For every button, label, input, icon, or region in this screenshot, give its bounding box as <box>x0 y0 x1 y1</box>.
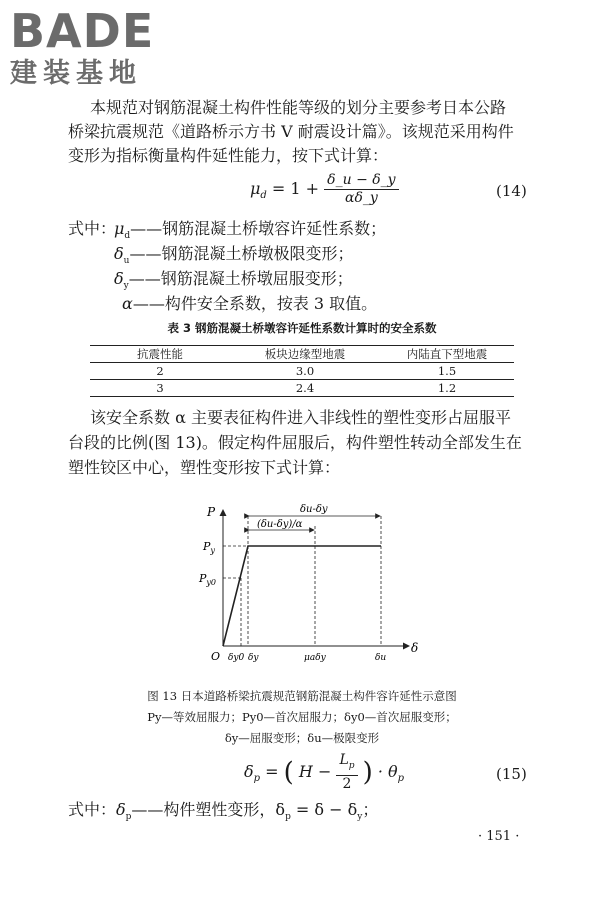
def-text: ——构件安全系数，按表 3 取值。 <box>132 294 378 313</box>
table-cell: 2.4 <box>295 381 315 395</box>
paragraph2-line1: 该安全系数 α 主要表征构件进入非线性的塑性变形占屈服平 <box>90 408 511 427</box>
table-header-cell: 内陆直下型地震 <box>406 347 488 361</box>
def15-symbol: δ <box>116 800 126 819</box>
table-cell: 2 <box>156 364 164 378</box>
force-deformation-curve <box>223 546 381 646</box>
definition-alpha <box>122 292 377 316</box>
eq14-denominator: αδ_y <box>344 190 378 206</box>
paragraph1-line1: 本规范对钢筋混凝土构件性能等级的划分主要参考日本公路 <box>90 98 507 117</box>
def-symbol: α <box>122 294 133 313</box>
def-sub: u <box>123 256 130 267</box>
table-cell: 3.0 <box>295 364 315 378</box>
def-text: ——钢筋混凝土桥墩屈服变形； <box>128 269 353 288</box>
def15-text-sub: p <box>285 812 291 823</box>
figure13-caption: 图 13 日本道路桥梁抗震规范钢筋混凝土构件容许延性示意图 <box>147 689 457 703</box>
tick-dy: δy <box>248 653 259 663</box>
logo <box>10 6 154 90</box>
table-cell: 1.5 <box>437 364 457 378</box>
logo-wordmark: BADE <box>10 4 155 58</box>
eq15-number: (15) <box>496 765 527 783</box>
def15-sub: p <box>125 812 132 823</box>
table-header-row <box>90 346 514 363</box>
def15-prefix: 式中： <box>68 800 117 819</box>
table3 <box>90 345 514 397</box>
def15-text2: = δ − δ <box>290 800 358 819</box>
eq14-rhs-prefix: = 1 + <box>271 179 320 198</box>
table-cell: 3 <box>156 381 164 395</box>
paragraph1-line2: 桥梁抗震规范《道路桥示方书 V 耐震设计篇》。该规范采用构件 <box>68 122 514 141</box>
definition-delta-p <box>68 798 378 829</box>
def-sub: y <box>123 281 129 292</box>
figure13-legend-line1: Py—等效屈服力；Py0—首次屈服力；δy0—首次屈服变形； <box>147 710 457 724</box>
def15-text: ——构件塑性变形，δ <box>131 800 286 819</box>
def-symbol: μ <box>114 219 125 238</box>
eq15-lhs-sub: p <box>253 773 261 785</box>
tick-dy0: δy0 <box>228 653 245 663</box>
def-text: ——钢筋混凝土桥墩极限变形； <box>129 244 354 263</box>
eq15-numerator: $L_p$ <box>336 752 357 776</box>
eq15-denominator: 2 <box>342 775 352 792</box>
def-symbol: δ <box>114 269 124 288</box>
figure13-legend-line2: δy—屈服变形；δu—极限变形 <box>224 731 380 745</box>
axis-label-p: P <box>207 505 216 519</box>
eq14-lhs-sub: d <box>260 190 267 202</box>
table-header-cell: 抗震性能 <box>137 347 183 361</box>
table-cell: 1.2 <box>437 381 457 395</box>
origin-label: O <box>211 650 221 663</box>
eq15-open-paren: ( <box>283 757 294 788</box>
py0-label: $P_{y0}$ <box>199 572 217 587</box>
table-row <box>90 380 514 397</box>
paragraph2-line2: 台段的比例(图 13)。假定构件屈服后，构件塑性转动全部发生在 <box>68 433 522 452</box>
eq14-number: (14) <box>496 182 527 200</box>
table3-title: 表 3 钢筋混凝土桥墩容许延性系数计算时的安全系数 <box>167 321 437 335</box>
eq15-H: H <box>298 761 313 781</box>
definitions-prefix: 式中： <box>68 219 117 238</box>
eq14-lhs: μ <box>250 179 261 198</box>
logo-subtitle: 建装基地 <box>10 58 142 89</box>
top-dimension-label: δu-δy <box>300 504 328 515</box>
def15-text2-sub: y <box>357 812 363 823</box>
eq15-times-theta: · θ <box>377 761 398 781</box>
paragraph1-line3: 变形为指标衡量构件延性能力，按下式计算： <box>68 146 389 165</box>
def15-text-end: ； <box>362 800 379 819</box>
equation-14 <box>250 172 399 207</box>
eq14-fraction <box>324 172 398 207</box>
eq15-equals: = <box>265 761 279 781</box>
tick-mu: μaδy <box>304 653 326 663</box>
eq15-close-paren: ) <box>362 757 373 788</box>
equation-15 <box>244 752 404 793</box>
inner-dimension-label: (δu-δy)/α <box>257 519 303 530</box>
eq15-lhs: δ <box>244 761 254 781</box>
def-text: ——钢筋混凝土桥墩容许延性系数； <box>130 219 387 238</box>
figure13-diagram <box>195 500 425 672</box>
table-header-cell: 板块边缘型地震 <box>264 347 346 361</box>
def-sub: d <box>124 231 131 242</box>
eq15-fraction <box>336 752 357 793</box>
page-number: · 151 · <box>478 829 520 844</box>
def-symbol: δ <box>114 244 124 263</box>
table-row <box>90 363 514 380</box>
axis-label-delta: δ <box>411 641 419 655</box>
paragraph2-line3: 塑性铰区中心，塑性变形按下式计算： <box>68 458 341 477</box>
eq15-minus: − <box>317 761 332 781</box>
py-label: $P_y$ <box>203 540 215 555</box>
eq15-theta-sub: p <box>397 773 405 785</box>
tick-du: δu <box>375 653 387 663</box>
eq14-numerator: δ_u − δ_y <box>324 172 398 190</box>
